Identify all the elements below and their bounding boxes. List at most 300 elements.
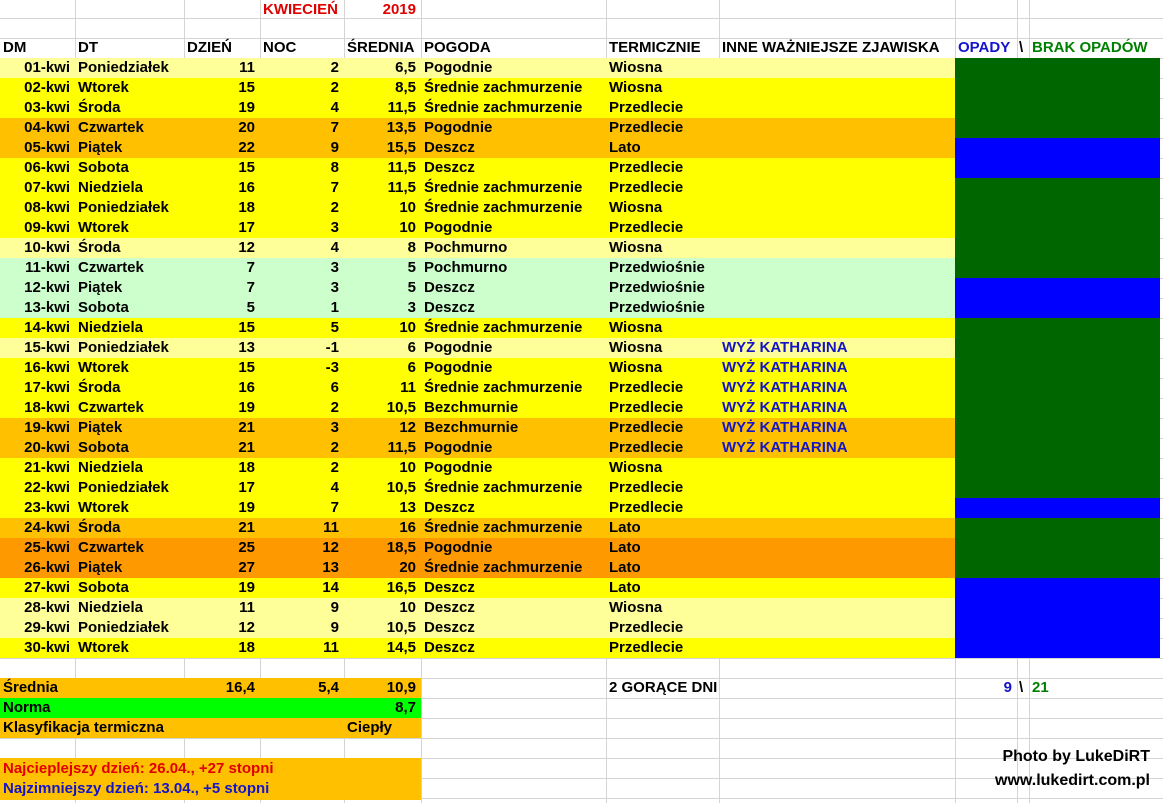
cell-thermal: Lato <box>609 539 641 556</box>
cell-weekday: Czwartek <box>78 539 144 556</box>
cell-day-temp: 18 <box>238 199 255 216</box>
cell-day-temp: 18 <box>238 639 255 656</box>
norm-label: Norma <box>0 698 421 718</box>
cell-mean-temp: 10 <box>399 319 416 336</box>
cell-weather: Średnie zachmurzenie <box>424 199 583 216</box>
cell-weather: Średnie zachmurzenie <box>424 79 583 96</box>
cell-day-temp: 19 <box>238 399 255 416</box>
cell-event <box>719 198 955 218</box>
cell-thermal: Wiosna <box>609 459 663 476</box>
cell-day-temp: 18 <box>238 459 255 476</box>
cell-thermal: Przedlecie <box>609 439 684 456</box>
cell-weekday: Poniedziałek <box>78 59 169 76</box>
cell-day-temp: 7 <box>246 259 255 276</box>
cell-event <box>719 218 955 238</box>
cell-event: WYŻ KATHARINA <box>722 379 848 396</box>
cell-weekday: Poniedziałek <box>78 479 169 496</box>
cell-weekday: Niedziela <box>78 179 144 196</box>
cell-event <box>719 558 955 578</box>
cell-night-temp: -1 <box>325 339 339 356</box>
precipitation-indicator <box>955 218 1160 238</box>
precipitation-indicator <box>955 478 1160 498</box>
cell-day-temp: 27 <box>238 559 255 576</box>
header-zjawiska: INNE WAŻNIEJSZE ZJAWISKA <box>722 39 940 56</box>
cell-thermal: Wiosna <box>609 59 663 76</box>
cell-mean-temp: 10,5 <box>386 399 416 416</box>
cell-day-temp: 16 <box>238 179 255 196</box>
header-pogoda: POGODA <box>424 39 491 56</box>
cell-day-temp: 21 <box>238 419 255 436</box>
precipitation-indicator <box>955 298 1160 318</box>
cell-weekday: Piątek <box>78 139 123 156</box>
cell-mean-temp: 10,5 <box>386 479 416 496</box>
cell-thermal: Lato <box>609 579 641 596</box>
average-mean: 10,9 <box>386 679 416 696</box>
cell-night-temp: 3 <box>330 259 339 276</box>
cell-event <box>719 158 955 178</box>
cell-thermal: Wiosna <box>609 339 663 356</box>
precipitation-indicator <box>955 238 1160 258</box>
cell-mean-temp: 11,5 <box>387 439 416 456</box>
cell-date: 27-kwi <box>24 579 70 596</box>
cell-day-temp: 22 <box>238 139 255 156</box>
cell-day-temp: 15 <box>238 159 255 176</box>
cell-event <box>719 618 955 638</box>
cell-mean-temp: 6,5 <box>395 59 416 76</box>
cell-night-temp: 8 <box>330 159 339 176</box>
cell-mean-temp: 10 <box>399 599 416 616</box>
cell-thermal: Przedwiośnie <box>609 259 705 276</box>
cell-event: WYŻ KATHARINA <box>722 359 848 376</box>
cell-mean-temp: 5 <box>407 259 416 276</box>
gridline <box>0 738 1163 739</box>
gridline <box>0 658 1163 659</box>
cell-event <box>719 178 955 198</box>
cell-thermal: Przedlecie <box>609 99 684 116</box>
cell-mean-temp: 6 <box>407 339 416 356</box>
cell-event <box>719 298 955 318</box>
cell-weather: Pogodnie <box>424 359 493 376</box>
cell-weekday: Piątek <box>78 279 123 296</box>
cell-event <box>719 58 955 78</box>
cell-night-temp: 2 <box>330 399 339 416</box>
cell-date: 08-kwi <box>24 199 70 216</box>
cell-thermal: Przedlecie <box>609 639 684 656</box>
precipitation-indicator <box>955 538 1160 558</box>
cell-night-temp: 6 <box>330 379 339 396</box>
cell-event <box>719 518 955 538</box>
precipitation-indicator <box>955 98 1160 118</box>
cell-weekday: Wtorek <box>78 499 129 516</box>
cell-date: 25-kwi <box>24 539 70 556</box>
cell-thermal: Przedlecie <box>609 159 684 176</box>
cell-weather: Deszcz <box>424 279 475 296</box>
cell-thermal: Przedlecie <box>609 399 684 416</box>
norm-value: 8,7 <box>395 699 416 716</box>
header-termicznie: TERMICZNIE <box>609 39 701 56</box>
cell-date: 05-kwi <box>24 139 70 156</box>
cell-thermal: Przedlecie <box>609 479 684 496</box>
cell-night-temp: 7 <box>330 499 339 516</box>
cell-weather: Bezchmurnie <box>424 419 519 436</box>
average-day: 16,4 <box>225 679 255 696</box>
header-dzien: DZIEŃ <box>187 39 232 56</box>
header-dt: DT <box>78 39 98 56</box>
cell-weather: Średnie zachmurzenie <box>424 379 583 396</box>
cell-day-temp: 16 <box>238 379 255 396</box>
cell-weekday: Niedziela <box>78 599 144 616</box>
precipitation-indicator <box>955 598 1160 618</box>
warmest-day: Najcieplejszy dzień: 26.04., +27 stopni <box>3 760 274 777</box>
cell-mean-temp: 14,5 <box>386 639 416 656</box>
cell-weekday: Poniedziałek <box>78 339 169 356</box>
cell-thermal: Lato <box>609 519 641 536</box>
cell-night-temp: 9 <box>330 599 339 616</box>
cell-thermal: Przedlecie <box>609 179 684 196</box>
cell-weekday: Czwartek <box>78 259 144 276</box>
precipitation-indicator <box>955 638 1160 658</box>
cell-night-temp: 2 <box>330 439 339 456</box>
precipitation-indicator <box>955 578 1160 598</box>
watermark-photo-by: Photo by LukeDiRT <box>1002 748 1150 765</box>
cell-mean-temp: 20 <box>399 559 416 576</box>
precipitation-indicator <box>955 118 1160 138</box>
cell-event: WYŻ KATHARINA <box>722 419 848 436</box>
cell-event <box>719 478 955 498</box>
cell-day-temp: 15 <box>238 319 255 336</box>
precipitation-indicator <box>955 258 1160 278</box>
cell-date: 07-kwi <box>24 179 70 196</box>
cell-event <box>719 498 955 518</box>
cell-thermal: Przedlecie <box>609 119 684 136</box>
cell-night-temp: 12 <box>322 539 339 556</box>
cell-date: 14-kwi <box>24 319 70 336</box>
cell-date: 13-kwi <box>24 299 70 316</box>
cell-night-temp: 4 <box>330 239 339 256</box>
cell-mean-temp: 11,5 <box>387 99 416 116</box>
cell-thermal: Przedlecie <box>609 379 684 396</box>
cell-night-temp: 2 <box>330 199 339 216</box>
cell-event <box>719 118 955 138</box>
precipitation-indicator <box>955 418 1160 438</box>
cell-date: 23-kwi <box>24 499 70 516</box>
cell-event <box>719 318 955 338</box>
cell-weather: Deszcz <box>424 499 475 516</box>
cell-weekday: Środa <box>78 239 121 256</box>
cell-date: 21-kwi <box>24 459 70 476</box>
cell-weather: Pogodnie <box>424 119 493 136</box>
cell-mean-temp: 5 <box>407 279 416 296</box>
cell-thermal: Wiosna <box>609 359 663 376</box>
cell-day-temp: 17 <box>238 479 255 496</box>
cell-night-temp: 9 <box>330 139 339 156</box>
cell-weather: Średnie zachmurzenie <box>424 559 583 576</box>
cell-mean-temp: 13 <box>399 499 416 516</box>
cell-night-temp: 13 <box>322 559 339 576</box>
cell-thermal: Przedlecie <box>609 499 684 516</box>
cell-day-temp: 13 <box>238 339 255 356</box>
cell-weather: Bezchmurnie <box>424 399 519 416</box>
precipitation-indicator <box>955 278 1160 298</box>
cell-event: WYŻ KATHARINA <box>722 399 848 416</box>
cell-date: 09-kwi <box>24 219 70 236</box>
cell-weather: Pogodnie <box>424 439 493 456</box>
cell-mean-temp: 11,5 <box>387 159 416 176</box>
cell-weekday: Sobota <box>78 579 129 596</box>
cell-date: 06-kwi <box>24 159 70 176</box>
cell-weekday: Wtorek <box>78 79 129 96</box>
cell-mean-temp: 13,5 <box>386 119 416 136</box>
precipitation-indicator <box>955 358 1160 378</box>
cell-night-temp: 1 <box>330 299 339 316</box>
precipitation-indicator <box>955 158 1160 178</box>
cell-date: 11-kwi <box>24 259 70 276</box>
cell-weather: Deszcz <box>424 299 475 316</box>
cell-thermal: Przedlecie <box>609 419 684 436</box>
cell-thermal: Lato <box>609 559 641 576</box>
cell-weekday: Wtorek <box>78 219 129 236</box>
cell-mean-temp: 12 <box>399 419 416 436</box>
cell-day-temp: 11 <box>239 59 255 76</box>
count-separator: \ <box>1019 679 1024 696</box>
precipitation-indicator <box>955 498 1160 518</box>
coldest-day: Najzimniejszy dzień: 13.04., +5 stopni <box>3 780 270 797</box>
watermark-url: www.lukedirt.com.pl <box>995 772 1150 789</box>
cell-day-temp: 19 <box>238 499 255 516</box>
cell-night-temp: 2 <box>330 459 339 476</box>
cell-weekday: Wtorek <box>78 639 129 656</box>
precipitation-indicator <box>955 138 1160 158</box>
cell-thermal: Przedwiośnie <box>609 299 705 316</box>
precipitation-indicator <box>955 558 1160 578</box>
cell-night-temp: 9 <box>330 619 339 636</box>
cell-thermal: Przedwiośnie <box>609 279 705 296</box>
cell-thermal: Wiosna <box>609 239 663 256</box>
cell-thermal: Przedlecie <box>609 619 684 636</box>
cell-mean-temp: 10 <box>399 219 416 236</box>
cell-night-temp: 11 <box>323 639 339 656</box>
header-dm: DM <box>3 39 27 56</box>
precipitation-indicator <box>955 178 1160 198</box>
header-brak-opadow: BRAK OPADÓW <box>1032 39 1148 56</box>
cell-weather: Pogodnie <box>424 339 493 356</box>
cell-event <box>719 78 955 98</box>
cell-date: 20-kwi <box>24 439 70 456</box>
cell-thermal: Wiosna <box>609 199 663 216</box>
cell-day-temp: 11 <box>239 599 255 616</box>
precipitation-indicator <box>955 378 1160 398</box>
cell-date: 15-kwi <box>24 339 70 356</box>
cell-event <box>719 278 955 298</box>
cell-weekday: Czwartek <box>78 119 144 136</box>
cell-weather: Deszcz <box>424 159 475 176</box>
cell-thermal: Wiosna <box>609 599 663 616</box>
cell-day-temp: 21 <box>238 439 255 456</box>
cell-day-temp: 20 <box>238 119 255 136</box>
cell-weather: Pochmurno <box>424 259 508 276</box>
precipitation-indicator <box>955 78 1160 98</box>
cell-weather: Deszcz <box>424 619 475 636</box>
cell-event <box>719 578 955 598</box>
cell-day-temp: 7 <box>246 279 255 296</box>
cell-mean-temp: 6 <box>407 359 416 376</box>
cell-event <box>719 598 955 618</box>
cell-weekday: Wtorek <box>78 359 129 376</box>
cell-weather: Deszcz <box>424 139 475 156</box>
classification-label: Klasyfikacja termiczna <box>0 718 421 738</box>
cell-date: 29-kwi <box>24 619 70 636</box>
precipitation-indicator <box>955 318 1160 338</box>
cell-date: 24-kwi <box>24 519 70 536</box>
cell-date: 22-kwi <box>24 479 70 496</box>
cell-date: 03-kwi <box>24 99 70 116</box>
cell-night-temp: 3 <box>330 419 339 436</box>
cell-day-temp: 15 <box>238 79 255 96</box>
cell-date: 17-kwi <box>24 379 70 396</box>
cell-event <box>719 458 955 478</box>
cell-weather: Pogodnie <box>424 219 493 236</box>
cell-night-temp: 4 <box>330 479 339 496</box>
cell-weather: Pochmurno <box>424 239 508 256</box>
cell-date: 26-kwi <box>24 559 70 576</box>
cell-date: 18-kwi <box>24 399 70 416</box>
cell-day-temp: 5 <box>246 299 255 316</box>
header-srednia: ŚREDNIA <box>347 39 415 56</box>
cell-date: 04-kwi <box>24 119 70 136</box>
cell-night-temp: 4 <box>330 99 339 116</box>
cell-event <box>719 98 955 118</box>
cell-weekday: Sobota <box>78 439 129 456</box>
cell-weather: Średnie zachmurzenie <box>424 519 583 536</box>
cell-night-temp: 2 <box>330 59 339 76</box>
cell-mean-temp: 8 <box>407 239 416 256</box>
cell-date: 28-kwi <box>24 599 70 616</box>
cell-weather: Pogodnie <box>424 59 493 76</box>
cell-weather: Deszcz <box>424 639 475 656</box>
precipitation-indicator <box>955 58 1160 78</box>
cell-date: 10-kwi <box>24 239 70 256</box>
cell-date: 12-kwi <box>24 279 70 296</box>
header-separator: \ <box>1019 39 1024 56</box>
cell-night-temp: 5 <box>330 319 339 336</box>
cell-weekday: Środa <box>78 99 121 116</box>
cell-date: 02-kwi <box>24 79 70 96</box>
precipitation-indicator <box>955 338 1160 358</box>
cell-mean-temp: 10,5 <box>386 619 416 636</box>
cell-weather: Deszcz <box>424 599 475 616</box>
header-noc: NOC <box>263 39 297 56</box>
dry-days-count: 21 <box>1032 679 1049 696</box>
precipitation-indicator <box>955 518 1160 538</box>
cell-mean-temp: 16,5 <box>386 579 416 596</box>
classification-value: Ciepły <box>347 719 393 736</box>
cell-event <box>719 138 955 158</box>
gridline <box>0 18 1163 19</box>
cell-weekday: Niedziela <box>78 319 144 336</box>
cell-night-temp: 3 <box>330 279 339 296</box>
cell-thermal: Lato <box>609 139 641 156</box>
cell-weekday: Poniedziałek <box>78 619 169 636</box>
cell-weekday: Środa <box>78 519 121 536</box>
cell-mean-temp: 3 <box>407 299 416 316</box>
cell-weather: Pogodnie <box>424 539 493 556</box>
cell-weekday: Piątek <box>78 419 123 436</box>
cell-event: WYŻ KATHARINA <box>722 439 848 456</box>
cell-day-temp: 15 <box>238 359 255 376</box>
cell-night-temp: 14 <box>322 579 339 596</box>
cell-night-temp: -3 <box>325 359 339 376</box>
cell-night-temp: 3 <box>330 219 339 236</box>
average-label: Średnia <box>3 679 59 696</box>
cell-weather: Średnie zachmurzenie <box>424 99 583 116</box>
cell-night-temp: 7 <box>330 179 339 196</box>
cell-weather: Pogodnie <box>424 459 493 476</box>
cell-mean-temp: 16 <box>399 519 416 536</box>
cell-mean-temp: 10 <box>399 199 416 216</box>
cell-event: WYŻ KATHARINA <box>722 339 848 356</box>
cell-thermal: Przedlecie <box>609 219 684 236</box>
cell-mean-temp: 11 <box>400 379 416 396</box>
cell-mean-temp: 10 <box>399 459 416 476</box>
title-year: 2019 <box>382 1 416 18</box>
cell-mean-temp: 8,5 <box>395 79 416 96</box>
cell-weekday: Piątek <box>78 559 123 576</box>
header-opady: OPADY <box>958 39 1011 56</box>
cell-mean-temp: 15,5 <box>386 139 416 156</box>
cell-day-temp: 21 <box>238 519 255 536</box>
cell-weekday: Sobota <box>78 159 129 176</box>
cell-mean-temp: 11,5 <box>387 179 416 196</box>
cell-day-temp: 12 <box>238 619 255 636</box>
cell-weather: Średnie zachmurzenie <box>424 479 583 496</box>
cell-event <box>719 258 955 278</box>
precipitation-indicator <box>955 438 1160 458</box>
cell-weekday: Niedziela <box>78 459 144 476</box>
cell-weather: Średnie zachmurzenie <box>424 319 583 336</box>
precipitation-indicator <box>955 458 1160 478</box>
cell-date: 19-kwi <box>24 419 70 436</box>
cell-event <box>719 638 955 658</box>
cell-weekday: Poniedziałek <box>78 199 169 216</box>
cell-weekday: Środa <box>78 379 121 396</box>
cell-thermal: Wiosna <box>609 319 663 336</box>
cell-weather: Średnie zachmurzenie <box>424 179 583 196</box>
precipitation-indicator <box>955 198 1160 218</box>
cell-weekday: Sobota <box>78 299 129 316</box>
cell-event <box>719 238 955 258</box>
cell-weather: Deszcz <box>424 579 475 596</box>
cell-day-temp: 25 <box>238 539 255 556</box>
cell-date: 01-kwi <box>24 59 70 76</box>
cell-day-temp: 17 <box>238 219 255 236</box>
title-month: KWIECIEŃ <box>263 1 338 18</box>
precipitation-indicator <box>955 618 1160 638</box>
hot-days-count: 2 GORĄCE DNI <box>609 679 718 696</box>
cell-mean-temp: 18,5 <box>386 539 416 556</box>
cell-weekday: Czwartek <box>78 399 144 416</box>
cell-thermal: Wiosna <box>609 79 663 96</box>
cell-night-temp: 7 <box>330 119 339 136</box>
cell-night-temp: 11 <box>323 519 339 536</box>
precipitation-days-count: 9 <box>1003 679 1012 696</box>
precipitation-indicator <box>955 398 1160 418</box>
average-night: 5,4 <box>318 679 339 696</box>
cell-day-temp: 19 <box>238 579 255 596</box>
cell-date: 30-kwi <box>24 639 70 656</box>
cell-event <box>719 538 955 558</box>
cell-day-temp: 12 <box>238 239 255 256</box>
cell-date: 16-kwi <box>24 359 70 376</box>
